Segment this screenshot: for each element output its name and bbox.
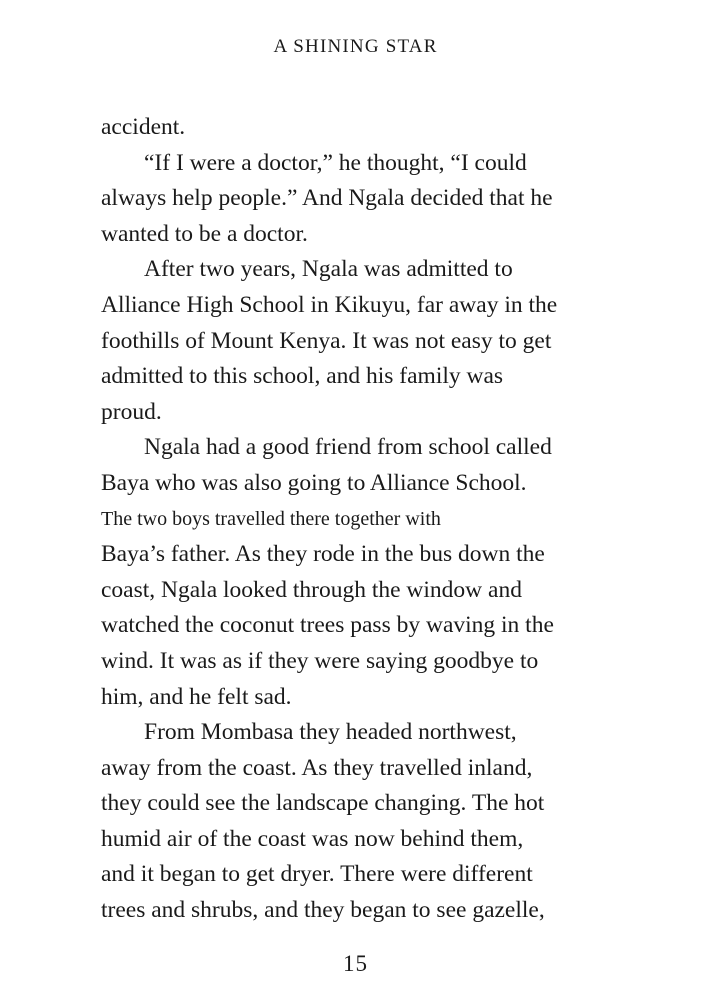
- page-number: 15: [343, 951, 368, 976]
- text-line: The two boys travelled there together with: [101, 507, 441, 530]
- text-line: proud.: [101, 398, 162, 425]
- text-line: “If I were a doctor,” he thought, “I could: [144, 149, 527, 176]
- text-line: they could see the landscape changing. The hot: [101, 790, 545, 817]
- text-line: wind. It was as if they were saying goodbye to: [101, 647, 539, 674]
- text-line: always help people.” And Ngala decided that he: [101, 185, 553, 212]
- text-line: Ngala had a good friend from school called: [144, 434, 552, 461]
- text-line: trees and shrubs, and they began to see gazelle,: [101, 897, 545, 924]
- text-line: watched the coconut trees pass by waving in the: [101, 612, 554, 639]
- text-line: foothills of Mount Kenya. It was not easy to get: [101, 327, 552, 354]
- text-line: humid air of the coast was now behind them,: [101, 825, 524, 852]
- text-line: Alliance High School in Kikuyu, far away in the: [101, 291, 558, 318]
- text-line: Baya’s father. As they rode in the bus down the: [101, 541, 545, 568]
- text-line: accident.: [101, 114, 186, 140]
- text-line: away from the coast. As they travelled inland,: [101, 754, 533, 781]
- body-text: [101, 110, 621, 929]
- running-head: A SHINING STAR: [273, 36, 438, 57]
- text-line: coast, Ngala looked through the window and: [101, 576, 522, 603]
- text-line: admitted to this school, and his family was: [101, 363, 504, 390]
- text-line: and it began to get dryer. There were different: [101, 861, 533, 888]
- text-line: him, and he felt sad.: [101, 683, 292, 710]
- text-line: wanted to be a doctor.: [101, 220, 308, 247]
- text-line: After two years, Ngala was admitted to: [144, 256, 513, 283]
- text-line: From Mombasa they headed northwest,: [144, 719, 517, 746]
- text-line: Baya who was also going to Alliance School.: [101, 469, 527, 496]
